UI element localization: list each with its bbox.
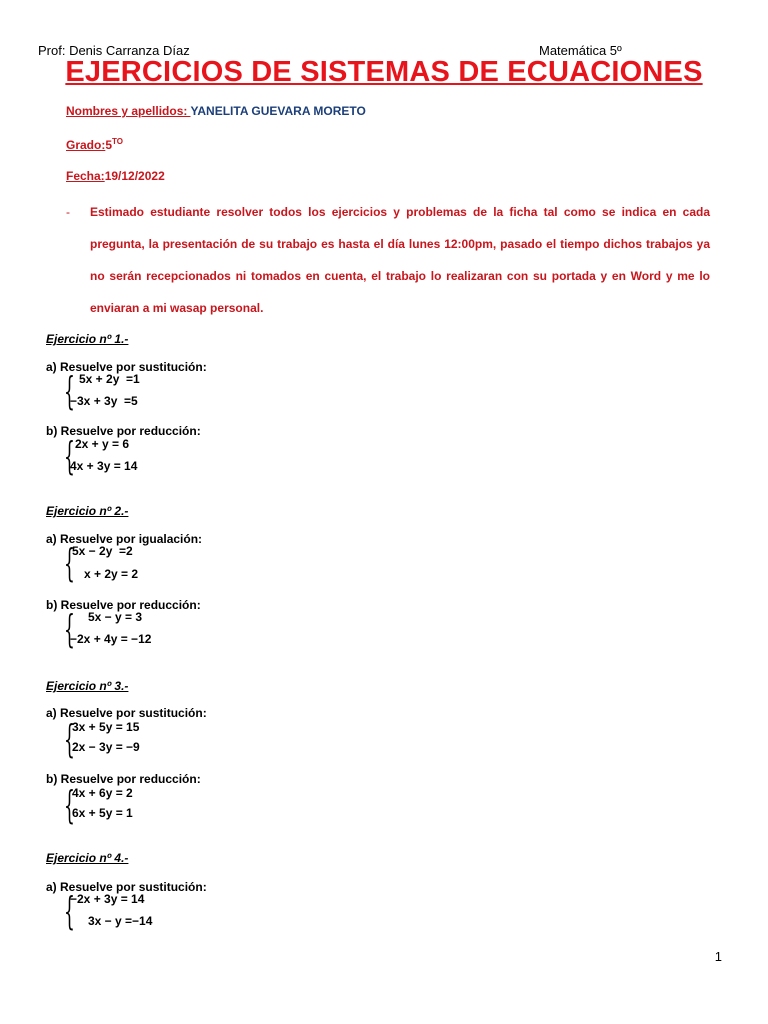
grade-label: Grado: [66,138,106,152]
instructions-text: Estimado estudiante resolver todos los ejercicios y problemas de la ficha tal como se indica en cada pregunta, la presentación de su trabajo es hasta el día lunes 12:00pm, pasado el tiempo dichos trabajos ya no serán recepcionados ni tomados en cuenta, el trabajo lo realizaran con su portada y en Word y me lo enviaran a mi wasap personal. [90,205,710,315]
exercise-2a-label: a) Resuelve por igualación: [46,532,203,546]
header-teacher: Prof: Denis Carranza Díaz [38,43,190,58]
equation-1: 3x + 5y = 15 [72,720,140,734]
equation-1: 4x + 6y = 2 [72,786,133,800]
brace-icon: { [64,434,75,478]
brace-icon: { [64,541,75,585]
instruction-bullet: - [66,205,70,219]
equation-1: 2x + y = 6 [75,437,130,451]
exercise-4a-label: a) Resuelve por sustitución: [46,880,207,894]
exercise-3a-label: a) Resuelve por sustitución: [46,706,207,720]
equation-1: 5x − 2y =2 [72,544,133,558]
equation-2: −3x + 3y =5 [70,394,138,408]
exercise-3b-system [64,783,204,828]
exercise-1b-system [64,434,204,479]
equation-2: x + 2y = 2 [84,567,139,581]
exercise-4a-system [64,889,204,934]
exercise-1a-system [64,369,204,414]
equation-2: 2x − 3y = −9 [72,740,140,754]
date-row [66,169,165,183]
name-value: YANELITA GUEVARA MORETO [190,104,366,118]
document-title: EJERCICIOS DE SISTEMAS DE ECUACIONES [65,56,703,88]
brace-icon: { [64,607,75,651]
equation-2: 6x + 5y = 1 [72,806,133,820]
exercise-4-title: Ejercicio nº 4.- [46,851,129,865]
exercise-3-title: Ejercicio nº 3.- [46,679,129,693]
header-subject: Matemática 5º [539,43,622,58]
date-value: 19/12/2022 [104,169,165,183]
equation-2: 4x + 3y = 14 [70,459,138,473]
brace-icon: { [64,889,75,933]
exercise-1b-label: b) Resuelve por reducción: [46,424,201,438]
date-label: Fecha: [66,169,105,183]
exercise-3b-label: b) Resuelve por reducción: [46,772,201,786]
equation-2: −2x + 4y = −12 [70,632,152,646]
page-number: 1 [714,949,722,964]
exercise-2-title: Ejercicio nº 2.- [46,504,129,518]
brace-icon: { [64,783,75,827]
grade-row [66,137,123,152]
name-label: Nombres y apellidos: [66,104,191,118]
exercise-1-title: Ejercicio nº 1.- [46,332,129,346]
equation-1: 5x − y = 3 [88,610,143,624]
grade-value: 5 [105,138,113,152]
exercise-2b-label: b) Resuelve por reducción: [46,598,201,612]
brace-icon: { [64,369,75,413]
equation-2: 3x − y =−14 [88,914,153,928]
brace-icon: { [64,717,75,761]
exercise-3a-system [64,717,204,762]
grade-superscript: TO [112,137,123,146]
student-name-row [66,104,366,118]
equation-1: 5x + 2y =1 [79,372,140,386]
exercise-1a-label: a) Resuelve por sustitución: [46,360,207,374]
equation-1: −2x + 3y = 14 [70,892,145,906]
exercise-2b-system [64,607,204,652]
exercise-2a-system [64,541,204,586]
